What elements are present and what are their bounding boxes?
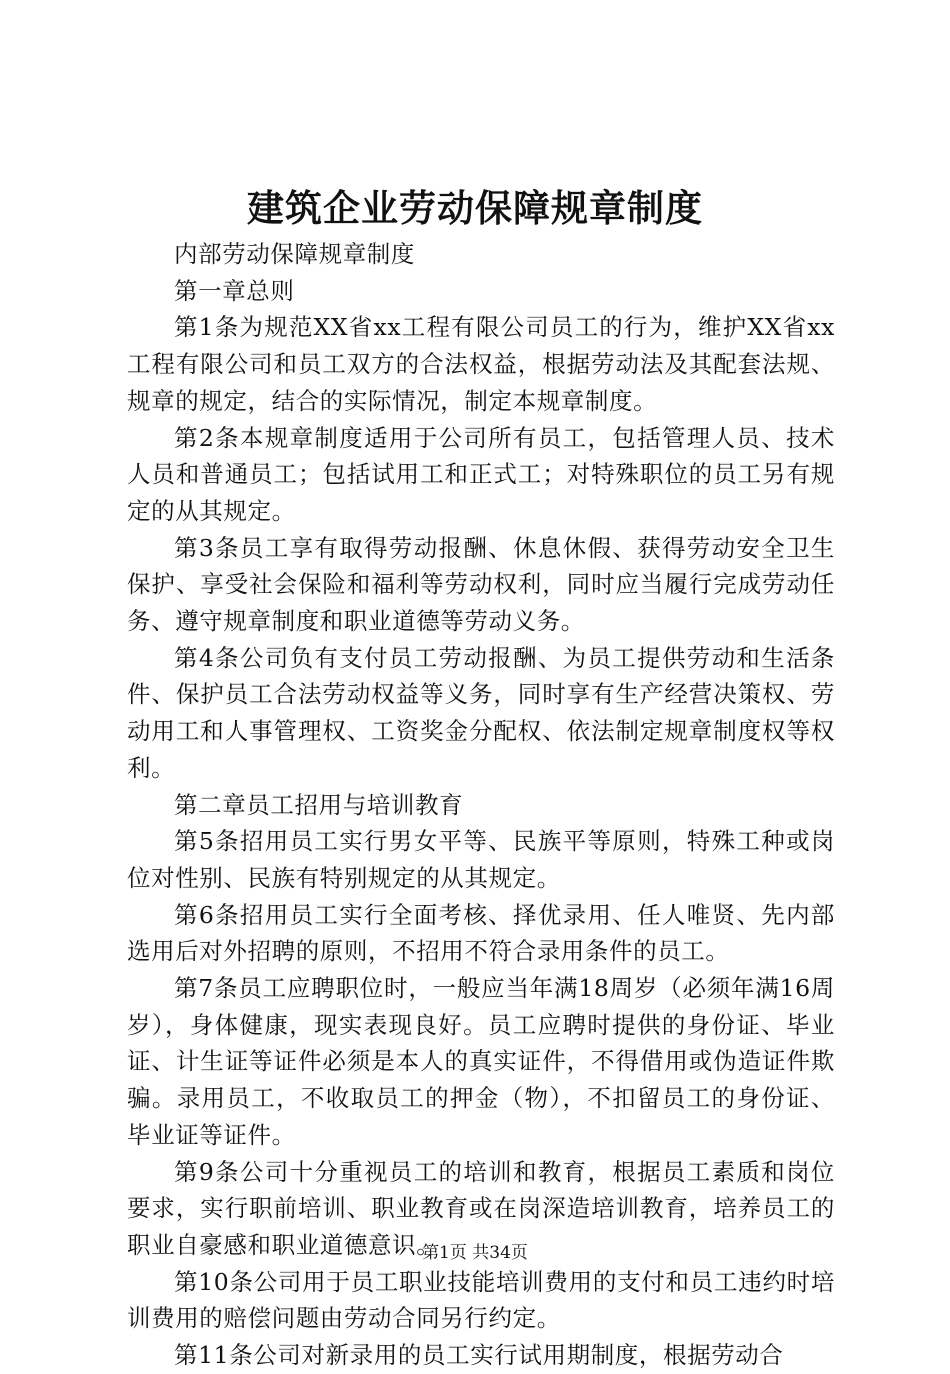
paragraph: 第5条招用员工实行男女平等、民族平等原则，特殊工种或岗位对性别、民族有特别规定的从其规定。: [127, 827, 835, 892]
paragraph: 第11条公司对新录用的员工实行试用期制度，根据劳动合: [174, 1341, 784, 1370]
paragraph: 第3条员工享有取得劳动报酬、休息休假、获得劳动安全卫生保护、享受社会保险和福利等劳动权利，同时应当履行完成劳动任务、遵守规章制度和职业道德等劳动义务。: [127, 533, 835, 636]
document-body: [127, 236, 835, 1374]
paragraph: 第10条公司用于员工职业技能培训费用的支付和员工违约时培训费用的赔偿问题由劳动合同另行约定。: [127, 1267, 835, 1333]
paragraph: 内部劳动保障规章制度: [174, 240, 415, 268]
paragraph: 第9条公司十分重视员工的培训和教育，根据员工素质和岗位要求，实行职前培训、职业教育或在岗深造培训教育，培养员工的职业自豪感和职业道德意识。: [127, 1157, 835, 1259]
page-number-footer: 第1页 共34页: [422, 1243, 528, 1263]
paragraph: 第1条为规范XX省xx工程有限公司员工的行为，维护XX省xx工程有限公司和员工双方的合法权益，根据劳动法及其配套法规、规章的规定，结合的实际情况，制定本规章制度。: [127, 313, 835, 415]
paragraph: 第4条公司负有支付员工劳动报酬、为员工提供劳动和生活条件、保护员工合法劳动权益等义务，同时享有生产经营决策权、劳动用工和人事管理权、工资奖金分配权、依法制定规章制度权等权利。: [127, 643, 835, 782]
paragraph: 第6条招用员工实行全面考核、择优录用、任人唯贤、先内部选用后对外招聘的原则，不招用不符合录用条件的员工。: [127, 900, 835, 966]
chapter-heading: 第一章总则: [174, 276, 295, 305]
paragraph: 第2条本规章制度适用于公司所有员工，包括管理人员、技术人员和普通员工；包括试用工和正式工；对特殊职位的员工另有规定的从其规定。: [127, 423, 835, 525]
chapter-heading: 第二章员工招用与培训教育: [174, 790, 464, 819]
document-title: 建筑企业劳动保障规章制度: [247, 186, 703, 230]
paragraph: 第7条员工应聘职位时，一般应当年满18周岁（必须年满16周岁），身体健康，现实表现良好。员工应聘时提供的身份证、毕业证、计生证等证件必须是本人的真实证件，不得借用或伪造证件欺骗。录用员工，不收取员工的押金（物），不扣留员工的身份证、毕业证等证件。: [127, 974, 835, 1149]
